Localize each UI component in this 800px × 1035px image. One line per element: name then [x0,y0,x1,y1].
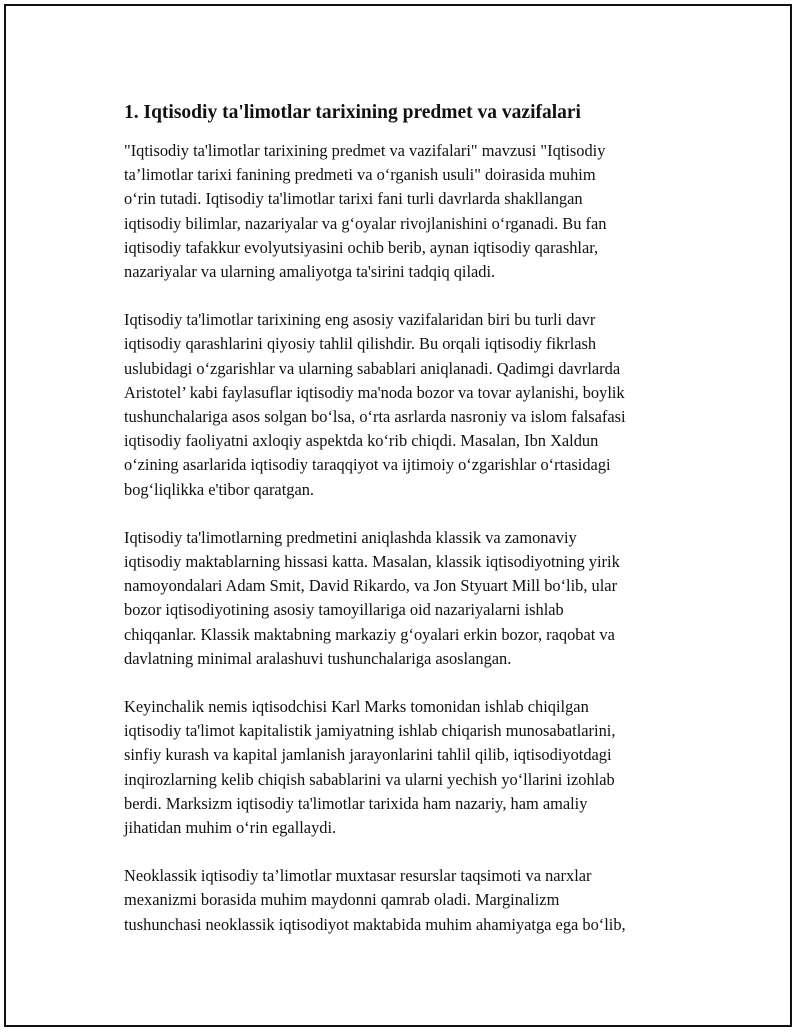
section-heading: 1. Iqtisodiy ta'limotlar tarixining predmet va vazifalari [124,102,581,123]
paragraph-line: o‘zining asarlarida iqtisodiy taraqqiyot va ijtimoiy o‘zgarishlar o‘rtasidagi [124,455,611,475]
paragraph-line: berdi. Marksizm iqtisodiy ta'limotlar tarixida ham nazariy, ham amaliy [124,793,588,813]
paragraph-line: sinfiy kurash va kapital jamlanish jarayonlarini tahlil qilib, iqtisodiyotdagi [124,745,612,765]
paragraph-line: iqtisodiy maktablarning hissasi katta. Masalan, klassik iqtisodiyotning yirik [124,552,620,572]
paragraph-line: inqirozlarning kelib chiqish sabablarini va ularni yechish yo‘llarini izohlab [124,769,615,789]
paragraph-1 [124,139,704,284]
paragraph-line: o‘rin tutadi. Iqtisodiy ta'limotlar tarixi fani turli davrlarda shakllangan [124,189,583,209]
paragraph-line: namoyondalari Adam Smit, David Rikardo, va Jon Styuart Mill bo‘lib, ular [124,576,618,596]
paragraph-line: "Iqtisodiy ta'limotlar tarixining predmet va vazifalari" mavzusi "Iqtisodiy [124,141,606,160]
page-frame [4,4,792,1027]
paragraph-line: iqtisodiy bilimlar, nazariyalar va g‘oyalar rivojlanishini o‘rganadi. Bu fan [124,213,607,233]
paragraph-line: ta’limotlar tarixi fanining predmeti va o‘rganish usuli" doirasida muhim [124,165,596,185]
paragraph-line: Iqtisodiy ta'limotlar tarixining eng asosiy vazifalaridan biri bu turli davr [124,310,596,330]
paragraph-line: Keyinchalik nemis iqtisodchisi Karl Marks tomonidan ishlab chiqilgan [124,697,589,717]
paragraph-line: chiqqanlar. Klassik maktabning markaziy g‘oyalari erkin bozor, raqobat va [124,624,615,644]
paragraph-4 [124,695,704,840]
paragraph-line: tushunchasi neoklassik iqtisodiyot maktabida muhim ahamiyatga ega bo‘lib, [124,914,626,934]
paragraph-line: mexanizmi borasida muhim maydonni qamrab oladi. Marginalizm [124,890,560,910]
document-content [124,100,704,961]
paragraph-line: iqtisodiy qarashlarini qiyosiy tahlil qilishdir. Bu orqali iqtisodiy fikrlash [124,334,597,354]
paragraph-line: iqtisodiy ta'limot kapitalistik jamiyatning ishlab chiqarish munosabatlarini, [124,721,616,741]
paragraph-line: Aristotel’ kabi faylasuflar iqtisodiy ma'noda bozor va tovar aylanishi, boylik [124,382,625,402]
paragraph-5 [124,864,704,937]
paragraph-line: Neoklassik iqtisodiy ta’limotlar muxtasar resurslar taqsimoti va narxlar [124,866,592,886]
paragraph-line: bozor iqtisodiyotining asosiy tamoyillariga oid nazariyalarni ishlab [124,600,564,620]
paragraph-line: jihatidan muhim o‘rin egallaydi. [124,818,337,838]
paragraph-line: iqtisodiy tafakkur evolyutsiyasini ochib berib, aynan iqtisodiy qarashlar, [124,237,599,257]
paragraph-line: nazariyalar va ularning amaliyotga ta'sirini tadqiq qiladi. [124,262,496,282]
paragraph-2 [124,308,704,502]
paragraph-line: uslubidagi o‘zgarishlar va ularning sabablari aniqlanadi. Qadimgi davrlarda [124,358,621,378]
paragraph-line: davlatning minimal aralashuvi tushunchalariga asoslangan. [124,648,512,668]
paragraph-line: bog‘liqlikka e'tibor qaratgan. [124,479,315,499]
paragraph-line: iqtisodiy faoliyatni axloqiy aspektda ko‘rib chiqdi. Masalan, Ibn Xaldun [124,431,599,451]
paragraph-line: tushunchalariga asos solgan bo‘lsa, o‘rta asrlarda nasroniy va islom falsafasi [124,407,626,427]
paragraph-3 [124,526,704,671]
paragraph-line: Iqtisodiy ta'limotlarning predmetini aniqlashda klassik va zamonaviy [124,527,577,547]
